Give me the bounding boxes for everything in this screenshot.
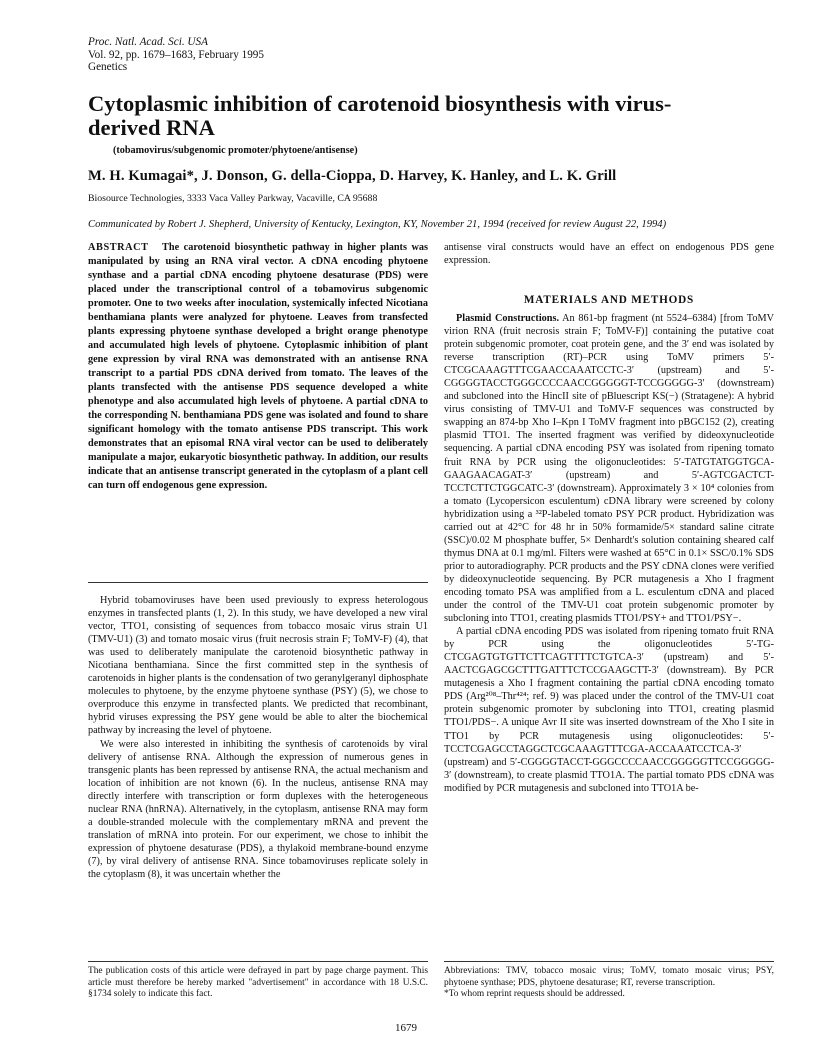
methods-body [444, 312, 774, 795]
intro-paragraph-1: Hybrid tobamoviruses have been used previously to express heterologous enzymes in transfected plants (1, 2). In this study, we have developed a new viral vector, TTO1, consisting of sequences from tobacco mosaic virus strain U1 (TMV-U1) (3) and tomato mosaic virus (fruit necrosis strain F; ToMV-F) (4), that was used to deliberately manipulate the carotenoid biosynthetic pathway in Nicotiana benthamiana. Since the first committed step in the synthesis of carotenoids in higher plants is the condensation of two geranylgeranyl diphosphate molecules to phytoene, by the enzyme phytoene synthase (PSY) (5), we chose to overproduce this enzyme in transfected plants. We predicted that recombinant, hybrid viruses expressing the PSY gene would be able to alter the biochemical pathway by increasing the level of phytoene. [88, 595, 428, 737]
methods-paragraph-1-text: An 861-bp fragment (nt 5524–6384) [from ToMV virion RNA (fruit necrosis strain F; ToMV-F)] containing the putative coat protein subgenomic promoter, coat protein gene, and the 3′ end was isolated by reverse transcription (RT)–PCR using ToMV primers 5′-CTCGCAAAGTTTCGAACCAAATCCTC-3′ (upstream) and 5′-CGGGGTACCTGGGCCCCAACCGGGGGT-TCCGGGGG-3′ (downstream) and subcloned into the HincII site of pBluescript KS(−) (Stratagene): A hybrid virus consisting of TMV-U1 and ToMV-F sequences was constructed by swapping an 874-bp Xho I–Kpn I ToMV fragment into pBGC152 (2), creating plasmid TTO1. The inserted fragment was verified by dideoxynucleotide sequencing. A partial cDNA encoding PSY was isolated from ripening tomato fruit RNA by PCR using the oligonucleotides: 5′-TATGTATGGTGCA-GAAGAACAGAT-3′ (upstream) and 5′-AGTCGACTCT-TCCTCTTCTGGCATC-3′ (downstream). Approximately 3 × 10⁴ colonies from a tomato (Lycopersicon esculentum) cDNA library were screened by colony hybridization using a ³²P-labeled tomato PSY PCR product. Hybridization was carried out at 42°C for 48 hr in 50% formamide/5× standard saline citrate (SSC)/0.02 M phosphate buffer, 5× Denhardt's solution containing sheared calf thymus DNA at 0.1 mg/ml. Filters were washed at 65°C in 0.1× SSC/0.1% SDS prior to autoradiography. PCR products and the PSY cDNA clones were verified by dideoxynucleotide sequencing. By PCR mutagenesis a Xho I fragment encoding tomato PSA was amplified from a L. esculentum cDNA and placed under the control of the TMV-U1 coat protein subgenomic promoter by subcloning into TTO1, creating plasmids TTO1/PSY+ and TTO1/PSY−. [444, 313, 774, 625]
abstract-divider [88, 582, 428, 583]
abstract [88, 241, 428, 493]
footnote-rule-left [88, 961, 428, 962]
page-number: 1679 [395, 1022, 417, 1034]
section-name: Genetics [88, 61, 128, 74]
intro-paragraph-2: We were also interested in inhibiting the synthesis of carotenoids by viral delivery of antisense RNA. Although the expression of numerous genes in transgenic plants has been repressed by antisense RNA, the actual mechanism and location of inhibition are not known (6). In the nucleus, antisense RNA may directly interfere with transcription or form duplexes with the heterogeneous nuclear RNA (hnRNA). Alternatively, in the cytoplasm, antisense RNA may form a double-stranded molecule with the complementary mRNA and prevent the translation of mRNA into protein. For our experiment, we chose to inhibit the expression of phytoene desaturase (PDS), a thylakoid membrane-bound enzyme (7), by viral delivery of antisense RNA. Since tobamoviruses replicate solely in the cytoplasm (8), it was uncertain whether the [88, 738, 428, 880]
abstract-label: ABSTRACT [88, 242, 149, 253]
abstract-text: The carotenoid biosynthetic pathway in higher plants was manipulated by using an RNA viral vector. A cDNA encoding phytoene synthase and a partial cDNA encoding phytoene desaturase (PDS) were placed under the transcriptional control of a tobamovirus subgenomic promoter. One to two weeks after inoculation, systemically infected Nicotiana benthamiana plants were analyzed for phytoene. Leaves from transfected plants expressing phytoene synthase developed a bright orange phenotype and accumulated high levels of phytoene. Cytoplasmic inhibition of plant gene expression by viral RNA was demonstrated with an antisense RNA transcript to a partial PDS cDNA derived from tomato. The leaves of the plants transfected with the antisense PDS sequence developed a white phenotype and also accumulated high levels of phytoene. A partial cDNA to the corresponding N. benthamiana PDS gene was isolated and found to share significant homology with the tomato antisense PDS transcript. This work demonstrates that an episomal RNA viral vector can be used to deliberately manipulate a major, eukaryotic biosynthetic pathway. In addition, our results indicate that an antisense transcript generated in the cytoplasm of a plant cell can turn off endogenous gene expression. [88, 242, 428, 491]
methods-paragraph-2: A partial cDNA encoding PDS was isolated from ripening tomato fruit RNA by PCR using the oligonucleotides 5′-TG-CTCGAGTGTGTTCTTCAGTTTTCTGTCA-3′ (upstream) and 5′-AACTCGAGCGCTTTGATTTCTCCGAAGCTT-3′ (downstream). By PCR mutagenesis a Xho I fragment containing the partial cDNA encoding tomato PDS (Arg²⁰⁸–Thr⁴²⁴; ref. 9) was placed under the control of the TMV-U1 coat protein subgenomic promoter by subcloning into TTO1, creating plasmid TTO1/PDS−. A unique Avr II site was inserted downstream of the Xho I site in TTO1 by PCR mutagenesis using oligonucleotides: 5′-TCCTCGAGCCTAGGCTCGCAAAGTTTCGA-ACCAAATCCTCA-3′ (upstream) and 5′-CGGGGTACCT-GGGCCCCAACCGGGGGTTCCGGGGG-3′ (downstream), to create plasmid TTO1A. The partial tomato PDS cDNA was modified by PCR mutagenesis and subcloned into TTO1A be- [444, 626, 774, 794]
communicated-by: Communicated by Robert J. Shepherd, University of Kentucky, Lexington, KY, November 21, 1994 (received for review August 22, 1994) [88, 219, 667, 230]
journal-name: Proc. Natl. Acad. Sci. USA [88, 36, 208, 48]
introduction [88, 594, 428, 881]
affiliation: Biosource Technologies, 3333 Vaca Valley Parkway, Vacaville, CA 95688 [88, 193, 378, 204]
intro-paragraph-2-continued: antisense viral constructs would have an effect on endogenous PDS gene expression. [444, 242, 774, 267]
intro-continuation [444, 241, 774, 267]
methods-heading: MATERIALS AND METHODS [523, 294, 695, 306]
methods-paragraph-1 [444, 312, 774, 625]
volume-line: Vol. 92, pp. 1679–1683, February 1995 [88, 48, 264, 61]
article-title: Cytoplasmic inhibition of carotenoid biosynthesis with virus-derived RNA [88, 91, 672, 140]
abbreviations-footnote: Abbreviations: TMV, tobacco mosaic virus; ToMV, tomato mosaic virus; PSY, phytoene synthase; PDS, phytoene desaturase; RT, reverse transcription. [444, 966, 774, 988]
journal-header [88, 36, 264, 74]
publication-cost-footnote: The publication costs of this article were defrayed in part by page charge payment. This article must therefore be hereby marked "advertisement" in accordance with 18 U.S.C. §1734 solely to indicate this fact. [88, 966, 428, 1000]
authors: M. H. Kumagai*, J. Donson, G. della-Cioppa, D. Harvey, K. Hanley, and L. K. Grill [88, 168, 617, 184]
footnote-rule-right [444, 961, 774, 962]
plasmid-constructions-heading: Plasmid Constructions. [456, 313, 560, 324]
correspondence-footnote: *To whom reprint requests should be addressed. [444, 989, 625, 1000]
footnotes-right [444, 966, 774, 1001]
keywords: (tobamovirus/subgenomic promoter/phytoene/antisense) [113, 145, 358, 156]
